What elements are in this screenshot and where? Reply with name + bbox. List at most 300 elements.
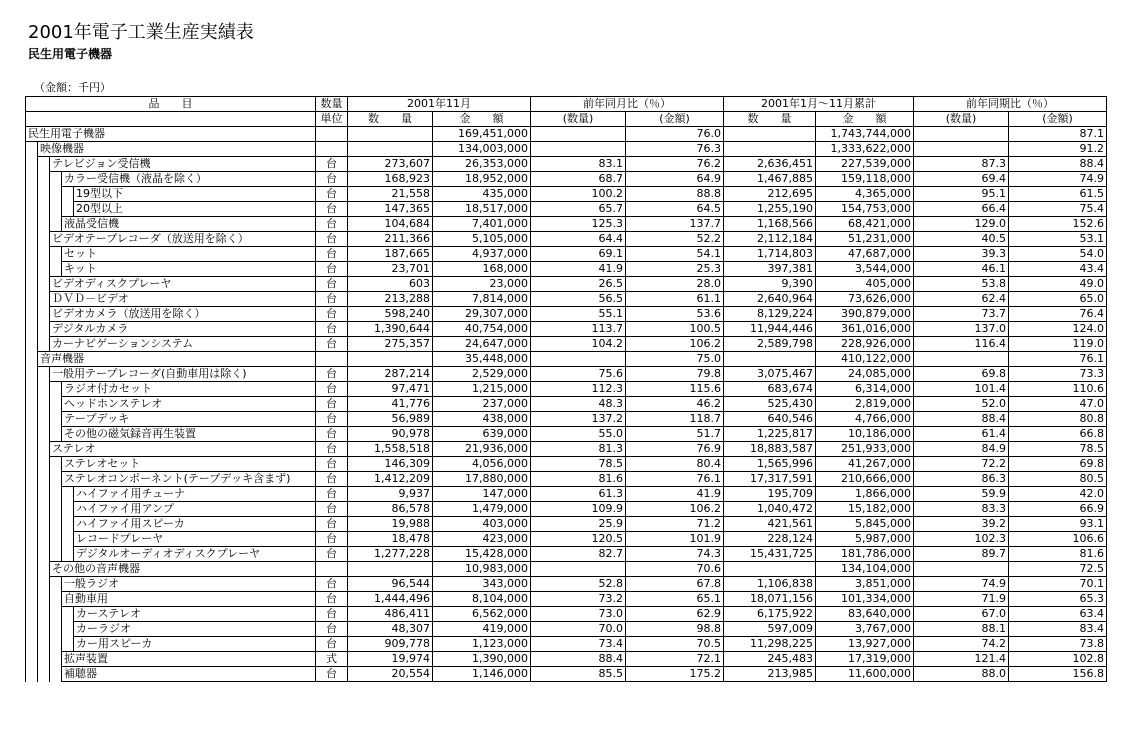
- indent-cell: [38, 292, 50, 307]
- indent-cell: [38, 412, 50, 427]
- indent-cell: [62, 187, 74, 202]
- cum-qty-cell: [724, 142, 816, 157]
- yoy-month-qty-cell: 137.2: [531, 412, 626, 427]
- header-month: 2001年11月: [348, 97, 531, 112]
- cum-qty-cell: 1,106,838: [724, 577, 816, 592]
- item-name-cell: その他の音声機器: [50, 562, 316, 577]
- cum-amt-cell: 15,182,000: [816, 502, 914, 517]
- yoy-month-amt-cell: 175.2: [626, 667, 724, 682]
- cum-qty-cell: 2,640,964: [724, 292, 816, 307]
- item-name-cell: テレビジョン受信機: [50, 157, 316, 172]
- yoy-month-qty-cell: [531, 142, 626, 157]
- indent-cell: [62, 517, 74, 532]
- yoy-month-amt-cell: 76.0: [626, 127, 724, 142]
- yoy-period-amt-cell: 73.8: [1009, 637, 1107, 652]
- page-title: 2001年電子工業生産実績表: [28, 22, 254, 43]
- month-amt-cell: 423,000: [433, 532, 531, 547]
- yoy-period-amt-cell: 65.0: [1009, 292, 1107, 307]
- month-qty-cell: 273,607: [348, 157, 433, 172]
- unit-cell: 台: [316, 307, 348, 322]
- indent-cell: [38, 427, 50, 442]
- month-amt-cell: 1,479,000: [433, 502, 531, 517]
- cum-qty-cell: [724, 352, 816, 367]
- month-qty-cell: 90,978: [348, 427, 433, 442]
- unit-cell: 台: [316, 247, 348, 262]
- header-yoy-period-qty: (数量): [914, 112, 1009, 127]
- yoy-month-amt-cell: 28.0: [626, 277, 724, 292]
- indent-cell: [38, 667, 50, 682]
- unit-cell: 台: [316, 157, 348, 172]
- yoy-period-qty-cell: 95.1: [914, 187, 1009, 202]
- month-amt-cell: 1,146,000: [433, 667, 531, 682]
- month-amt-cell: 169,451,000: [433, 127, 531, 142]
- header-yoy-month-qty: (数量): [531, 112, 626, 127]
- table-row: [26, 262, 1107, 277]
- yoy-period-amt-cell: 66.8: [1009, 427, 1107, 442]
- indent-cell: [26, 622, 38, 637]
- month-qty-cell: 56,989: [348, 412, 433, 427]
- unit-cell: 台: [316, 487, 348, 502]
- table-row: [26, 547, 1107, 562]
- month-amt-cell: 10,983,000: [433, 562, 531, 577]
- indent-cell: [62, 502, 74, 517]
- month-amt-cell: 168,000: [433, 262, 531, 277]
- indent-cell: [38, 487, 50, 502]
- month-amt-cell: 8,104,000: [433, 592, 531, 607]
- month-amt-cell: 1,390,000: [433, 652, 531, 667]
- header-yoy-period-amt: (金額): [1009, 112, 1107, 127]
- indent-cell: [26, 217, 38, 232]
- month-amt-cell: 21,936,000: [433, 442, 531, 457]
- yoy-period-amt-cell: 69.8: [1009, 457, 1107, 472]
- cum-amt-cell: 3,851,000: [816, 577, 914, 592]
- yoy-period-qty-cell: 121.4: [914, 652, 1009, 667]
- item-name-cell: ビデオテープレコーダ（放送用を除く）: [50, 232, 316, 247]
- yoy-month-qty-cell: 70.0: [531, 622, 626, 637]
- yoy-period-amt-cell: 76.1: [1009, 352, 1107, 367]
- yoy-month-amt-cell: 106.2: [626, 337, 724, 352]
- yoy-period-qty-cell: 86.3: [914, 472, 1009, 487]
- table-row: [26, 292, 1107, 307]
- yoy-month-amt-cell: 54.1: [626, 247, 724, 262]
- cum-amt-cell: 134,104,000: [816, 562, 914, 577]
- indent-cell: [38, 322, 50, 337]
- unit-cell: 台: [316, 427, 348, 442]
- indent-cell: [50, 532, 62, 547]
- yoy-month-qty-cell: 26.5: [531, 277, 626, 292]
- yoy-month-amt-cell: 62.9: [626, 607, 724, 622]
- header-cum-amt: 金 額: [816, 112, 914, 127]
- yoy-month-amt-cell: 41.9: [626, 487, 724, 502]
- yoy-month-qty-cell: 41.9: [531, 262, 626, 277]
- month-qty-cell: 1,444,496: [348, 592, 433, 607]
- indent-cell: [26, 277, 38, 292]
- indent-cell: [26, 322, 38, 337]
- item-name-cell: キット: [62, 262, 316, 277]
- yoy-month-amt-cell: 51.7: [626, 427, 724, 442]
- header-cum-qty: 数 量: [724, 112, 816, 127]
- cum-amt-cell: 3,544,000: [816, 262, 914, 277]
- production-table: [25, 96, 1107, 682]
- month-amt-cell: 438,000: [433, 412, 531, 427]
- cum-qty-cell: 18,883,587: [724, 442, 816, 457]
- month-amt-cell: 23,000: [433, 277, 531, 292]
- indent-cell: [26, 397, 38, 412]
- yoy-month-qty-cell: 100.2: [531, 187, 626, 202]
- indent-cell: [26, 172, 38, 187]
- table-row: [26, 157, 1107, 172]
- cum-qty-cell: 9,390: [724, 277, 816, 292]
- unit-cell: [316, 352, 348, 367]
- cum-qty-cell: 1,565,996: [724, 457, 816, 472]
- indent-cell: [26, 562, 38, 577]
- header-unit-bottom: 単位: [316, 112, 348, 127]
- indent-cell: [50, 247, 62, 262]
- indent-cell: [26, 637, 38, 652]
- yoy-period-qty-cell: 102.3: [914, 532, 1009, 547]
- month-qty-cell: 187,665: [348, 247, 433, 262]
- cum-qty-cell: 640,546: [724, 412, 816, 427]
- indent-cell: [26, 427, 38, 442]
- month-amt-cell: 18,517,000: [433, 202, 531, 217]
- indent-cell: [38, 382, 50, 397]
- yoy-month-amt-cell: 46.2: [626, 397, 724, 412]
- cum-amt-cell: 361,016,000: [816, 322, 914, 337]
- indent-cell: [26, 442, 38, 457]
- unit-cell: 台: [316, 577, 348, 592]
- indent-cell: [26, 577, 38, 592]
- cum-amt-cell: 405,000: [816, 277, 914, 292]
- month-amt-cell: 26,353,000: [433, 157, 531, 172]
- item-name-cell: ビデオディスクプレーヤ: [50, 277, 316, 292]
- indent-cell: [38, 517, 50, 532]
- cum-qty-cell: 1,168,566: [724, 217, 816, 232]
- item-name-cell: 拡声装置: [62, 652, 316, 667]
- item-name-cell: デジタルオーディオディスクプレーヤ: [74, 547, 316, 562]
- cum-qty-cell: 213,985: [724, 667, 816, 682]
- indent-cell: [26, 472, 38, 487]
- item-name-cell: 補聴器: [62, 667, 316, 682]
- yoy-month-qty-cell: 113.7: [531, 322, 626, 337]
- unit-cell: 台: [316, 457, 348, 472]
- month-qty-cell: 598,240: [348, 307, 433, 322]
- yoy-period-qty-cell: 83.3: [914, 502, 1009, 517]
- indent-cell: [50, 262, 62, 277]
- yoy-period-qty-cell: 40.5: [914, 232, 1009, 247]
- unit-cell: 台: [316, 292, 348, 307]
- indent-cell: [50, 652, 62, 667]
- unit-cell: 台: [316, 172, 348, 187]
- yoy-period-amt-cell: 87.1: [1009, 127, 1107, 142]
- yoy-period-qty-cell: 69.4: [914, 172, 1009, 187]
- indent-cell: [50, 472, 62, 487]
- yoy-month-amt-cell: 70.5: [626, 637, 724, 652]
- month-amt-cell: 419,000: [433, 622, 531, 637]
- month-qty-cell: 104,684: [348, 217, 433, 232]
- month-amt-cell: 24,647,000: [433, 337, 531, 352]
- indent-cell: [26, 352, 38, 367]
- month-amt-cell: 1,123,000: [433, 637, 531, 652]
- month-amt-cell: 403,000: [433, 517, 531, 532]
- month-qty-cell: 1,558,518: [348, 442, 433, 457]
- month-qty-cell: 213,288: [348, 292, 433, 307]
- item-name-cell: その他の磁気録音再生装置: [62, 427, 316, 442]
- item-name-cell: ＤＶＤ－ビデオ: [50, 292, 316, 307]
- table-body: [26, 127, 1107, 682]
- item-name-cell: 一般用テープレコーダ(自動車用は除く): [50, 367, 316, 382]
- yoy-month-amt-cell: 76.3: [626, 142, 724, 157]
- yoy-month-amt-cell: 101.9: [626, 532, 724, 547]
- table-row: [26, 142, 1107, 157]
- yoy-period-amt-cell: 49.0: [1009, 277, 1107, 292]
- yoy-month-qty-cell: 68.7: [531, 172, 626, 187]
- yoy-month-amt-cell: 100.5: [626, 322, 724, 337]
- yoy-period-qty-cell: 88.4: [914, 412, 1009, 427]
- yoy-month-amt-cell: 79.8: [626, 367, 724, 382]
- indent-cell: [62, 487, 74, 502]
- table-header: [26, 97, 1107, 127]
- table-row: [26, 427, 1107, 442]
- indent-cell: [26, 592, 38, 607]
- unit-cell: 台: [316, 547, 348, 562]
- table-row: [26, 352, 1107, 367]
- indent-cell: [26, 292, 38, 307]
- table-row: [26, 472, 1107, 487]
- cum-amt-cell: 5,845,000: [816, 517, 914, 532]
- table-row: [26, 637, 1107, 652]
- item-name-cell: 民生用電子機器: [26, 127, 316, 142]
- yoy-month-qty-cell: 81.6: [531, 472, 626, 487]
- yoy-month-amt-cell: 53.6: [626, 307, 724, 322]
- table-row: [26, 277, 1107, 292]
- yoy-month-qty-cell: 55.0: [531, 427, 626, 442]
- cum-amt-cell: 410,122,000: [816, 352, 914, 367]
- indent-cell: [38, 562, 50, 577]
- cum-amt-cell: 5,987,000: [816, 532, 914, 547]
- month-amt-cell: 2,529,000: [433, 367, 531, 382]
- yoy-month-qty-cell: 55.1: [531, 307, 626, 322]
- yoy-period-amt-cell: 106.6: [1009, 532, 1107, 547]
- yoy-month-qty-cell: 73.0: [531, 607, 626, 622]
- month-amt-cell: 237,000: [433, 397, 531, 412]
- indent-cell: [50, 547, 62, 562]
- yoy-period-amt-cell: 110.6: [1009, 382, 1107, 397]
- unit-cell: [316, 142, 348, 157]
- yoy-month-amt-cell: 76.1: [626, 472, 724, 487]
- unit-cell: 台: [316, 202, 348, 217]
- cum-qty-cell: 2,112,184: [724, 232, 816, 247]
- month-amt-cell: 435,000: [433, 187, 531, 202]
- table-row: [26, 307, 1107, 322]
- yoy-month-qty-cell: 88.4: [531, 652, 626, 667]
- indent-cell: [50, 172, 62, 187]
- indent-cell: [26, 532, 38, 547]
- cum-qty-cell: 245,483: [724, 652, 816, 667]
- indent-cell: [38, 592, 50, 607]
- cum-amt-cell: 6,314,000: [816, 382, 914, 397]
- table-row: [26, 202, 1107, 217]
- yoy-month-amt-cell: 71.2: [626, 517, 724, 532]
- month-qty-cell: 48,307: [348, 622, 433, 637]
- table-row: [26, 397, 1107, 412]
- yoy-month-amt-cell: 61.1: [626, 292, 724, 307]
- yoy-period-amt-cell: 53.1: [1009, 232, 1107, 247]
- yoy-period-amt-cell: 70.1: [1009, 577, 1107, 592]
- item-name-cell: 映像機器: [38, 142, 316, 157]
- header-yoy-period: 前年同期比（％）: [914, 97, 1107, 112]
- cum-amt-cell: 1,333,622,000: [816, 142, 914, 157]
- cum-qty-cell: 3,075,467: [724, 367, 816, 382]
- yoy-period-amt-cell: 88.4: [1009, 157, 1107, 172]
- table-row: [26, 172, 1107, 187]
- yoy-period-qty-cell: [914, 352, 1009, 367]
- cum-amt-cell: 4,766,000: [816, 412, 914, 427]
- yoy-month-qty-cell: 73.2: [531, 592, 626, 607]
- yoy-period-amt-cell: 73.3: [1009, 367, 1107, 382]
- yoy-period-amt-cell: 152.6: [1009, 217, 1107, 232]
- yoy-period-amt-cell: 83.4: [1009, 622, 1107, 637]
- indent-cell: [50, 187, 62, 202]
- yoy-period-qty-cell: 89.7: [914, 547, 1009, 562]
- indent-cell: [26, 142, 38, 157]
- month-qty-cell: 19,988: [348, 517, 433, 532]
- month-qty-cell: 211,366: [348, 232, 433, 247]
- yoy-month-amt-cell: 115.6: [626, 382, 724, 397]
- yoy-period-amt-cell: 156.8: [1009, 667, 1107, 682]
- indent-cell: [62, 547, 74, 562]
- yoy-period-qty-cell: 129.0: [914, 217, 1009, 232]
- unit-cell: 台: [316, 322, 348, 337]
- month-amt-cell: 40,754,000: [433, 322, 531, 337]
- indent-cell: [50, 397, 62, 412]
- table-row: [26, 652, 1107, 667]
- yoy-period-amt-cell: 43.4: [1009, 262, 1107, 277]
- cum-amt-cell: 13,927,000: [816, 637, 914, 652]
- item-name-cell: カーステレオ: [74, 607, 316, 622]
- yoy-month-qty-cell: 64.4: [531, 232, 626, 247]
- header-cumulative: 2001年1月～11月累計: [724, 97, 914, 112]
- indent-cell: [38, 547, 50, 562]
- cum-amt-cell: 4,365,000: [816, 187, 914, 202]
- table-row: [26, 442, 1107, 457]
- yoy-month-amt-cell: 52.2: [626, 232, 724, 247]
- month-qty-cell: 275,357: [348, 337, 433, 352]
- yoy-period-amt-cell: 54.0: [1009, 247, 1107, 262]
- month-amt-cell: 5,105,000: [433, 232, 531, 247]
- yoy-period-qty-cell: 67.0: [914, 607, 1009, 622]
- unit-cell: 台: [316, 607, 348, 622]
- yoy-period-qty-cell: 101.4: [914, 382, 1009, 397]
- header-unit-top: 数量: [316, 97, 348, 112]
- cum-amt-cell: 73,626,000: [816, 292, 914, 307]
- yoy-month-qty-cell: 75.6: [531, 367, 626, 382]
- cum-qty-cell: 8,129,224: [724, 307, 816, 322]
- yoy-period-qty-cell: 74.9: [914, 577, 1009, 592]
- indent-cell: [38, 637, 50, 652]
- table-row: [26, 577, 1107, 592]
- item-name-cell: 一般ラジオ: [62, 577, 316, 592]
- item-name-cell: ステレオ: [50, 442, 316, 457]
- yoy-period-amt-cell: 72.5: [1009, 562, 1107, 577]
- table-row: [26, 127, 1107, 142]
- yoy-month-qty-cell: 109.9: [531, 502, 626, 517]
- indent-cell: [26, 247, 38, 262]
- cum-qty-cell: 11,298,225: [724, 637, 816, 652]
- table-row: [26, 622, 1107, 637]
- yoy-period-qty-cell: 62.4: [914, 292, 1009, 307]
- month-amt-cell: 639,000: [433, 427, 531, 442]
- cum-amt-cell: 51,231,000: [816, 232, 914, 247]
- unit-cell: [316, 127, 348, 142]
- yoy-month-amt-cell: 67.8: [626, 577, 724, 592]
- indent-cell: [26, 382, 38, 397]
- yoy-period-qty-cell: 39.3: [914, 247, 1009, 262]
- indent-cell: [26, 202, 38, 217]
- table-row: [26, 517, 1107, 532]
- item-name-cell: ステレオセット: [62, 457, 316, 472]
- month-qty-cell: 96,544: [348, 577, 433, 592]
- yoy-period-amt-cell: 76.4: [1009, 307, 1107, 322]
- unit-note: （金額：千円）: [34, 81, 111, 94]
- indent-cell: [26, 187, 38, 202]
- indent-cell: [38, 172, 50, 187]
- unit-cell: 台: [316, 397, 348, 412]
- month-qty-cell: 168,923: [348, 172, 433, 187]
- yoy-period-qty-cell: 52.0: [914, 397, 1009, 412]
- indent-cell: [38, 622, 50, 637]
- yoy-period-amt-cell: 63.4: [1009, 607, 1107, 622]
- unit-cell: 台: [316, 262, 348, 277]
- indent-cell: [26, 232, 38, 247]
- yoy-month-amt-cell: 65.1: [626, 592, 724, 607]
- cum-amt-cell: 2,819,000: [816, 397, 914, 412]
- indent-cell: [38, 502, 50, 517]
- indent-cell: [38, 202, 50, 217]
- cum-amt-cell: 1,866,000: [816, 487, 914, 502]
- month-amt-cell: 134,003,000: [433, 142, 531, 157]
- yoy-period-qty-cell: 74.2: [914, 637, 1009, 652]
- month-amt-cell: 29,307,000: [433, 307, 531, 322]
- cum-qty-cell: 397,381: [724, 262, 816, 277]
- month-qty-cell: 147,365: [348, 202, 433, 217]
- cum-qty-cell: 421,561: [724, 517, 816, 532]
- header-item-blank: [26, 112, 316, 127]
- month-qty-cell: [348, 142, 433, 157]
- month-qty-cell: 97,471: [348, 382, 433, 397]
- yoy-period-amt-cell: 78.5: [1009, 442, 1107, 457]
- cum-qty-cell: 6,175,922: [724, 607, 816, 622]
- yoy-period-qty-cell: [914, 562, 1009, 577]
- month-qty-cell: [348, 127, 433, 142]
- month-amt-cell: 15,428,000: [433, 547, 531, 562]
- yoy-month-qty-cell: 73.4: [531, 637, 626, 652]
- indent-cell: [26, 502, 38, 517]
- table-row: [26, 217, 1107, 232]
- indent-cell: [38, 262, 50, 277]
- indent-cell: [50, 637, 62, 652]
- month-qty-cell: 9,937: [348, 487, 433, 502]
- month-qty-cell: 19,974: [348, 652, 433, 667]
- indent-cell: [62, 637, 74, 652]
- item-name-cell: 液晶受信機: [62, 217, 316, 232]
- indent-cell: [38, 442, 50, 457]
- item-name-cell: ヘッドホンステレオ: [62, 397, 316, 412]
- item-name-cell: カーラジオ: [74, 622, 316, 637]
- indent-cell: [26, 157, 38, 172]
- month-amt-cell: 17,880,000: [433, 472, 531, 487]
- table-row: [26, 592, 1107, 607]
- indent-cell: [62, 532, 74, 547]
